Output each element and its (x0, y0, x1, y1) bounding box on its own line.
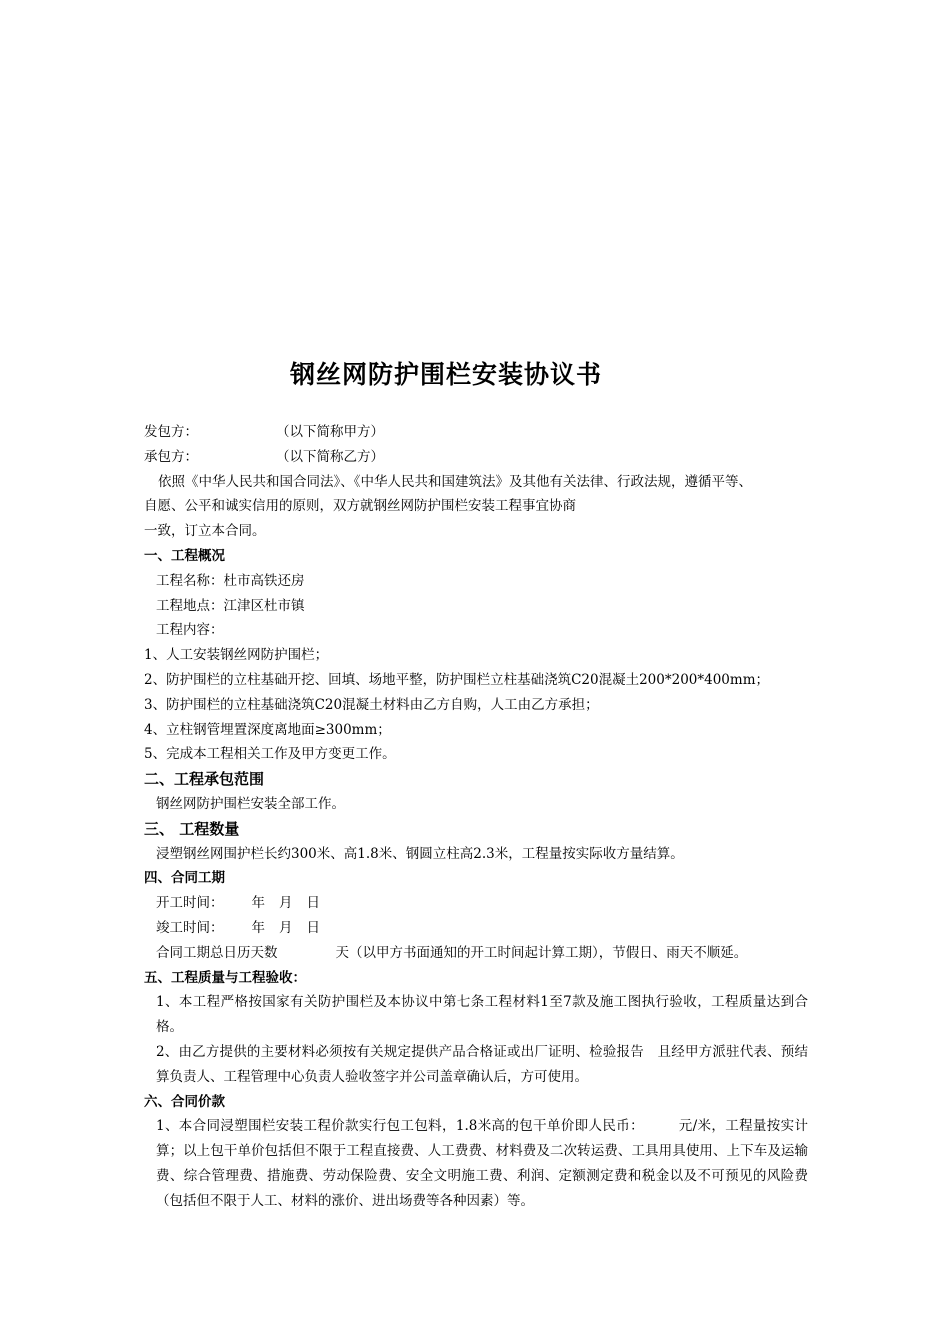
party-a-note: （以下简称甲方） (276, 424, 384, 440)
content-item: 4、立柱钢管埋置深度离地面≥300mm； (144, 721, 391, 738)
section-5-heading: 五、工程质量与工程验收： (144, 969, 306, 986)
party-b-label: 承包方： (144, 448, 198, 465)
project-location: 工程地点：江津区杜市镇 (156, 597, 305, 614)
section-5-paragraph-1: 1、本工程严格按国家有关防护围栏及本协议中第七条工程材料1至7款及施工图执行验收，工程质量达到合格。 (156, 994, 808, 1036)
start-date-label: 开工时间： (156, 895, 224, 912)
section-4-heading: 四、合同工期 (144, 870, 225, 887)
year-label: 年 (251, 919, 265, 936)
year-label: 年 (251, 895, 265, 912)
section-6-paragraph-1: 1、本合同浸塑围栏安装工程价款实行包工包料，1.8米高的包干单价即人民币： 元/米，工程量按实计算；以上包干单价包括但不限于工程直接费、人工费费、材料费及二次转运费、工具用具使用、上下车及运输费、综合管理费、措施费、劳动保险费、安全文明施工费、利润、定额测定费和税金以及不可预见的风险费（包括但不限于人工、材料的涨价、进出场费等各种因素）等。 (156, 1118, 808, 1209)
start-date-line (144, 891, 808, 916)
content-item: 2、防护围栏的立柱基础开挖、回填、场地平整，防护围栏立柱基础浇筑C20混凝土200*200*400mm； (144, 671, 770, 688)
duration-line (144, 941, 808, 966)
project-content-label: 工程内容： (156, 622, 224, 639)
content-item: 1、人工安装钢丝网防护围栏； (144, 647, 329, 664)
section-1-heading: 一、工程概况 (144, 547, 225, 564)
party-b-note: （以下简称乙方） (276, 448, 384, 465)
content-item: 3、防护围栏的立柱基础浇筑C20混凝土材料由乙方自购，人工由乙方承担； (144, 696, 599, 713)
intro-line-1: 依照《中华人民共和国合同法》、《中华人民共和国建筑法》及其他有关法律、行政法规，遵循平等、 (158, 473, 752, 490)
intro-line-2: 自愿、公平和诚实信用的原则，双方就钢丝网防护围栏安装工程事宜协商 (144, 498, 576, 515)
document-body (144, 420, 808, 1214)
duration-label: 合同工期总日历天数 (156, 944, 278, 961)
section-3-heading: 三、 工程数量 (144, 819, 240, 838)
month-label: 月 (279, 919, 293, 936)
day-label: 日 (306, 919, 320, 936)
project-name: 工程名称：杜市高铁还房 (156, 572, 305, 589)
section-3-text: 浸塑钢丝网围护栏长约300米、高1.8米、钢圆立柱高2.3米，工程量按实际收方量结算。 (156, 845, 684, 862)
party-b-line (144, 445, 808, 470)
party-a-line (144, 420, 808, 445)
party-a-label: 发包方： (144, 424, 198, 440)
intro-line-3: 一致，订立本合同。 (144, 523, 266, 540)
end-date-line (144, 916, 808, 941)
duration-text: 天（以甲方书面通知的开工时间起计算工期），节假日、雨天不顺延。 (335, 944, 748, 961)
document-title: 钢丝网防护围栏安装协议书 (289, 360, 602, 389)
section-2-heading: 二、工程承包范围 (144, 770, 265, 789)
content-item: 5、完成本工程相关工作及甲方变更工作。 (144, 746, 396, 763)
section-5-paragraph-2: 2、由乙方提供的主要材料必须按有关规定提供产品合格证或出厂证明、检验报告 且经甲方派驻代表、预结算负责人、工程管理中心负责人验收签字并公司盖章确认后，方可使用。 (156, 1043, 808, 1085)
day-label: 日 (306, 895, 320, 912)
section-6-heading: 六、合同价款 (144, 1093, 225, 1110)
end-date-label: 竣工时间： (156, 919, 224, 936)
section-2-text: 钢丝网防护围栏安装全部工作。 (156, 795, 345, 812)
month-label: 月 (279, 895, 293, 912)
